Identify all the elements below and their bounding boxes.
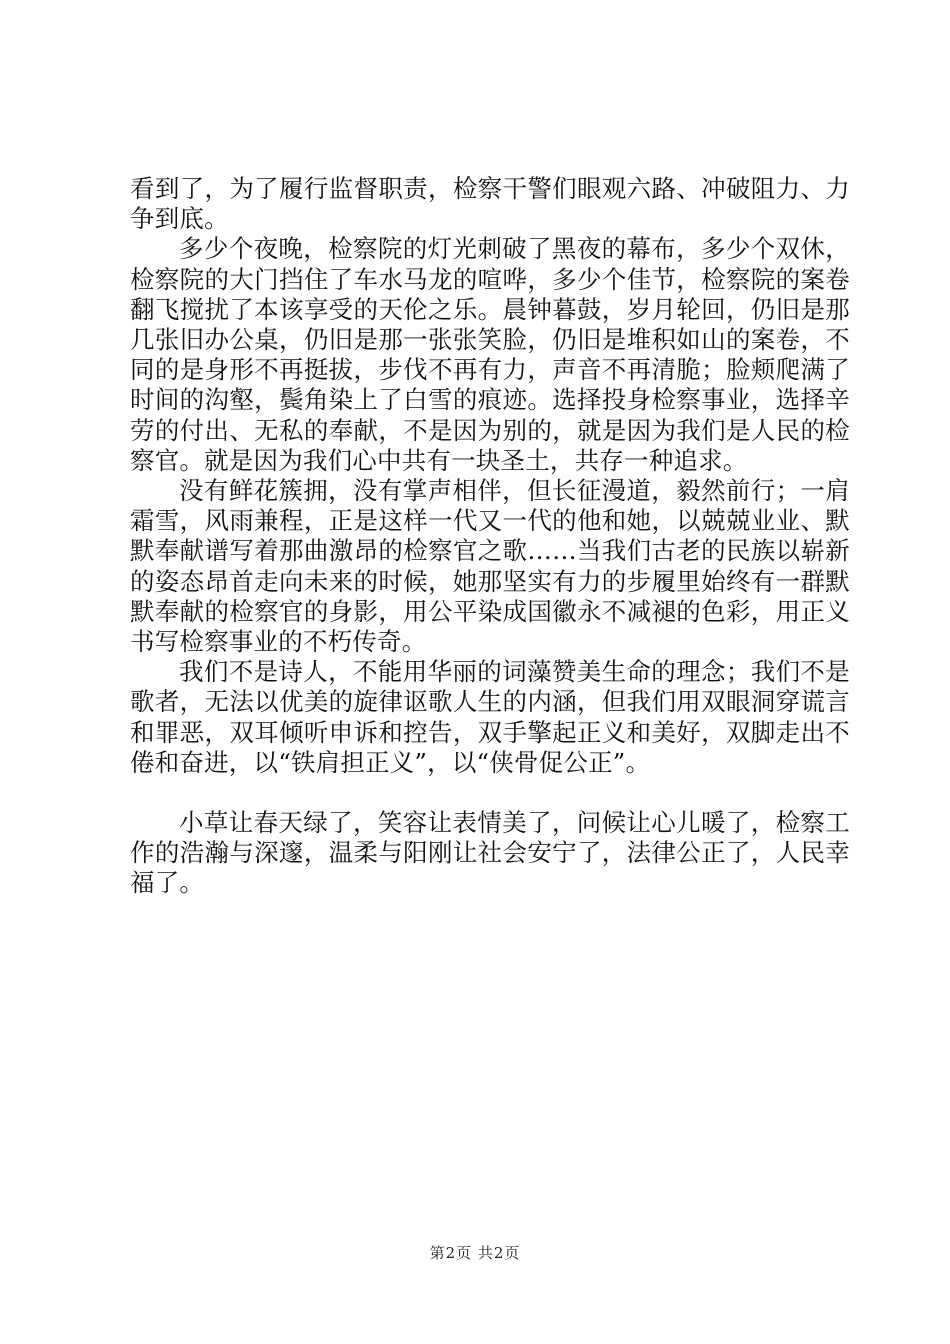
- document-body: [130, 174, 850, 899]
- paragraph-nights: 多少个夜晚，检察院的灯光刺破了黑夜的幕布，多少个双休，检察院的大门挡住了车水马龙的喧哗，多少个佳节，检察院的案卷翻飞搅扰了本该享受的天伦之乐。晨钟暮鼓，岁月轮回，仍旧是那几张旧办公桌，仍旧是那一张张笑脸，仍旧是堆积如山的案卷，不同的是身形不再挺拔，步伐不再有力，声音不再清脆；脸颊爬满了时间的沟壑，鬓角染上了白雪的痕迹。选择投身检察事业，选择辛劳的付出、无私的奉献，不是因为别的，就是因为我们是人民的检察官。就是因为我们心中共有一块圣土，共存一种追求。: [130, 234, 850, 475]
- paragraph-continuation: 看到了，为了履行监督职责，检察干警们眼观六路、冲破阻力、力争到底。: [130, 174, 850, 234]
- paragraph-not-poets: 我们不是诗人，不能用华丽的词藻赞美生命的理念；我们不是歌者，无法以优美的旋律讴歌人生的内涵，但我们用双眼洞穿谎言和罪恶，双耳倾听申诉和控告，双手擎起正义和美好，双脚走出不倦和奋进，以“铁肩担正义”，以“侠骨促公正”。: [130, 657, 850, 777]
- paragraph-closing: 小草让春天绿了，笑容让表情美了，问候让心儿暖了，检察工作的浩瀚与深邃，温柔与阳刚让社会安宁了，法律公正了，人民幸福了。: [130, 808, 850, 898]
- paragraph-no-flowers: 没有鲜花簇拥，没有掌声相伴，但长征漫道，毅然前行；一肩霜雪，风雨兼程，正是这样一代又一代的他和她，以兢兢业业、默默奉献谱写着那曲激昂的检察官之歌……当我们古老的民族以崭新的姿态昂首走向未来的时候，她那坚实有力的步履里始终有一群默默奉献的检察官的身影，用公平染成国徽永不减褪的色彩，用正义书写检察事业的不朽传奇。: [130, 476, 850, 657]
- page-footer: 第2页 共2页: [429, 1244, 521, 1262]
